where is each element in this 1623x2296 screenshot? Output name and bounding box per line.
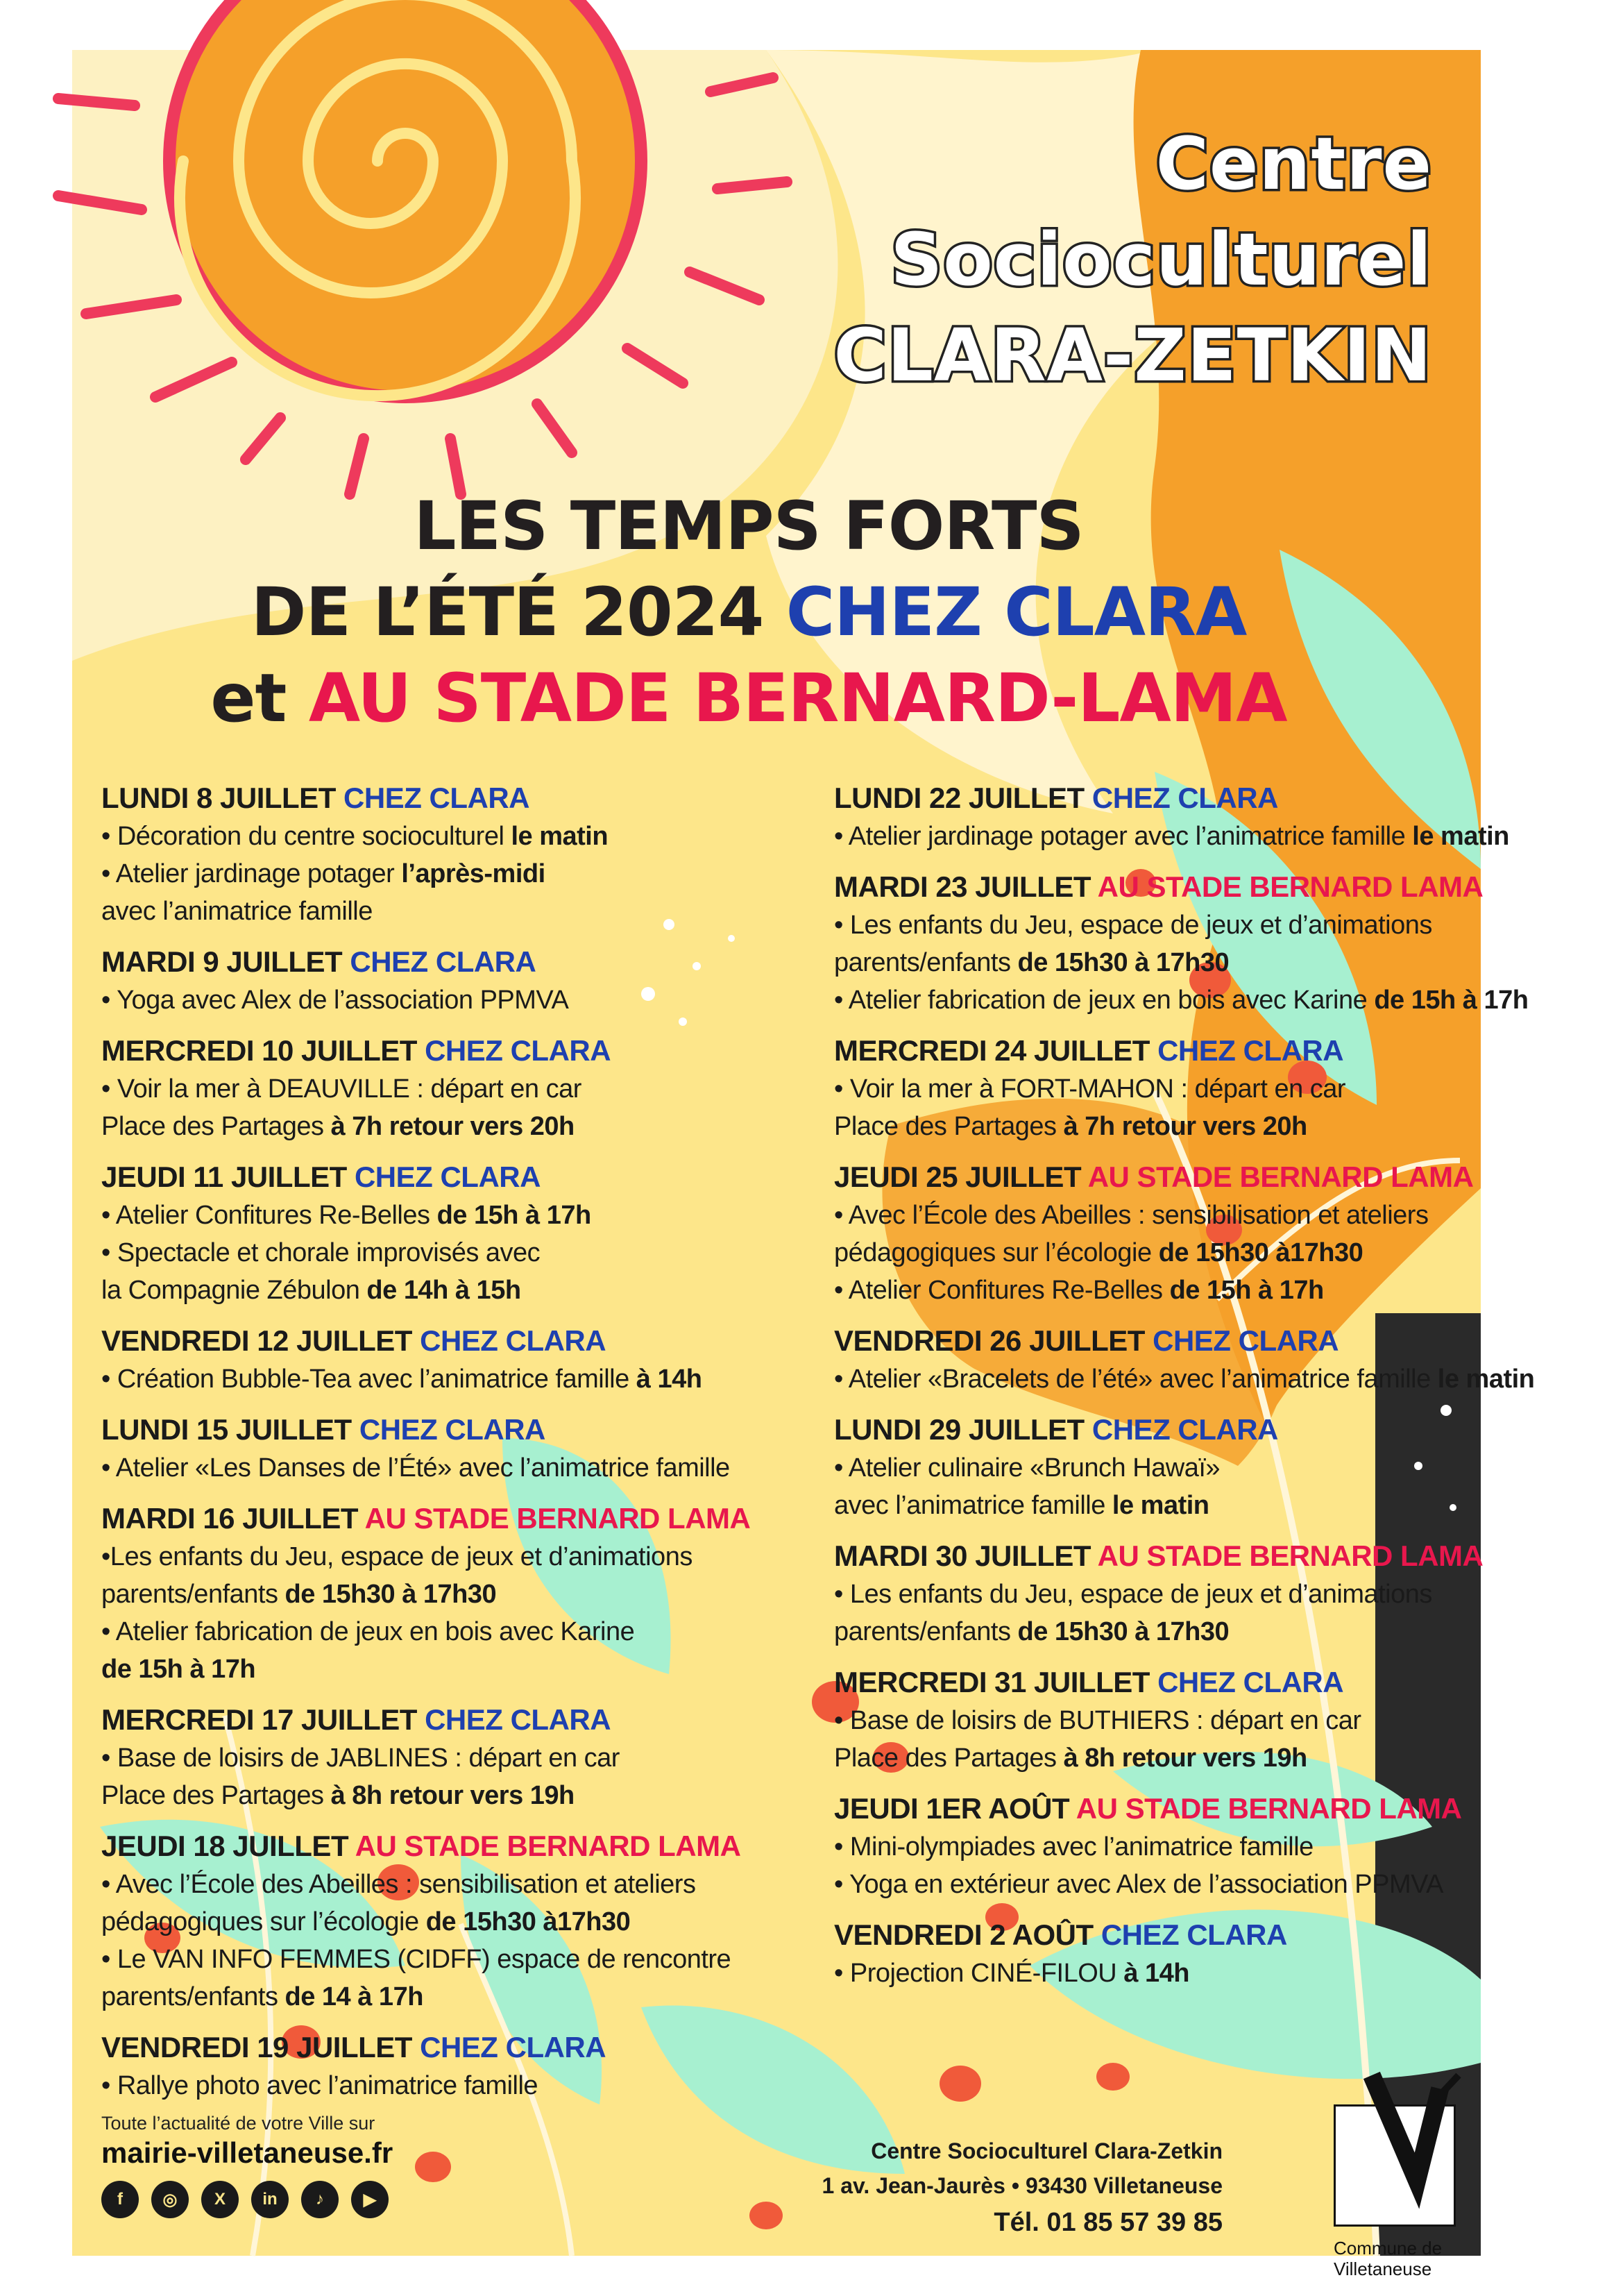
- event-line-bold: de 15h à 17h: [436, 1201, 591, 1230]
- event-line-text: • Avec l’École des Abeilles : sensibilisation et ateliers: [101, 1870, 696, 1899]
- event-line-bold: à 7h retour vers 20h: [330, 1112, 575, 1141]
- event-line-text: • Atelier fabrication de jeux en bois avec Karine: [834, 986, 1375, 1015]
- event-heading: [101, 2028, 802, 2067]
- event-line-bold: de 15h30 à 17h30: [284, 1580, 497, 1609]
- event-line-text: • Création Bubble-Tea avec l’animatrice famille: [101, 1365, 636, 1394]
- event-line-text: parents/enfants: [101, 1580, 285, 1609]
- main-title: [72, 483, 1425, 741]
- event-line: [101, 1613, 802, 1651]
- event-place: CHEZ CLARA: [350, 945, 536, 978]
- event-date: LUNDI 8 JUILLET: [101, 782, 344, 814]
- event-line: [834, 1613, 1535, 1651]
- event-entry: [101, 1158, 802, 1309]
- event-date: JEUDI 1ER AOÛT: [834, 1792, 1076, 1825]
- address-name: Centre Socioculturel Clara-Zetkin: [871, 2138, 1223, 2163]
- event-line-bold: à 14h: [1123, 1959, 1189, 1988]
- event-line: [101, 1903, 802, 1941]
- x-icon[interactable]: X: [201, 2181, 239, 2218]
- event-line-text: • Rallye photo avec l’animatrice famille: [101, 2071, 538, 2100]
- event-entry: [834, 1537, 1535, 1651]
- event-line: [834, 1272, 1535, 1309]
- event-line: [101, 1108, 802, 1145]
- event-date: JEUDI 11 JUILLET: [101, 1160, 355, 1193]
- event-place: CHEZ CLARA: [1091, 1413, 1278, 1446]
- event-line: [101, 1197, 802, 1234]
- event-date: MERCREDI 17 JUILLET: [101, 1703, 425, 1736]
- event-line: [101, 893, 802, 930]
- event-line-text: • Décoration du centre socioculturel: [101, 822, 511, 851]
- footer-web: [101, 2111, 393, 2218]
- event-heading: [101, 1158, 802, 1197]
- event-line-text: • Projection CINÉ-FILOU: [834, 1959, 1124, 1988]
- event-line-bold: de 15h à 17h: [1374, 986, 1529, 1015]
- event-date: LUNDI 29 JUILLET: [834, 1413, 1092, 1446]
- event-entry: [834, 1158, 1535, 1309]
- event-line: [834, 1576, 1535, 1613]
- event-place: CHEZ CLARA: [1153, 1324, 1339, 1357]
- event-line-text: • Les enfants du Jeu, espace de jeux et d’animations: [834, 1580, 1432, 1609]
- event-entry: [834, 1916, 1535, 1992]
- event-heading: [834, 1916, 1535, 1955]
- event-heading: [101, 779, 802, 818]
- event-place: CHEZ CLARA: [420, 2031, 606, 2063]
- event-heading: [834, 779, 1535, 818]
- event-line: [101, 1941, 802, 1978]
- event-line-text: Place des Partages: [834, 1112, 1064, 1141]
- event-date: MARDI 30 JUILLET: [834, 1539, 1098, 1572]
- event-place: CHEZ CLARA: [1157, 1666, 1344, 1698]
- event-line-bold: de 15h30 à17h30: [1158, 1238, 1363, 1267]
- event-line-text: avec l’animatrice famille: [834, 1491, 1112, 1520]
- event-line: [101, 1739, 802, 1777]
- event-line: [834, 1234, 1535, 1272]
- event-line-text: la Compagnie Zébulon: [101, 1276, 367, 1305]
- event-line: [834, 1360, 1535, 1398]
- phone-number: Tél. 01 85 57 39 85: [994, 2208, 1223, 2237]
- event-line-text: • Spectacle et chorale improvisés avec: [101, 1238, 541, 1267]
- event-entry: [101, 1031, 802, 1145]
- event-line-text: • Atelier jardinage potager avec l’animatrice famille: [834, 822, 1413, 851]
- event-entry: [101, 779, 802, 930]
- event-line-bold: l’après-midi: [401, 859, 545, 888]
- event-line-text: •Les enfants du Jeu, espace de jeux et d’animations: [101, 1542, 692, 1571]
- event-line: [834, 981, 1535, 1019]
- event-line-bold: le matin: [1112, 1491, 1209, 1520]
- event-line: [834, 818, 1535, 855]
- event-date: VENDREDI 12 JUILLET: [101, 1324, 420, 1357]
- event-entry: [101, 1827, 802, 2016]
- event-line: [834, 1487, 1535, 1524]
- event-entry: [834, 1789, 1535, 1903]
- event-place: AU STADE BERNARD LAMA: [355, 1830, 741, 1862]
- poster: [72, 50, 1535, 2279]
- title-line-1: LES TEMPS FORTS: [414, 487, 1084, 565]
- event-date: VENDREDI 19 JUILLET: [101, 2031, 420, 2063]
- linkedin-icon[interactable]: in: [251, 2181, 289, 2218]
- event-line: [834, 906, 1535, 944]
- event-line-bold: de 15h30 à17h30: [425, 1907, 631, 1936]
- event-line: [834, 1702, 1535, 1739]
- facebook-icon[interactable]: f: [101, 2181, 139, 2218]
- event-line-text: pédagogiques sur l’écologie: [101, 1907, 426, 1936]
- event-entry: [834, 1410, 1535, 1524]
- event-line: [101, 1866, 802, 1903]
- title-line-3-dark: et: [210, 659, 309, 737]
- event-line: [834, 1108, 1535, 1145]
- event-heading: [834, 1663, 1535, 1702]
- event-line: [101, 818, 802, 855]
- title-line-3: [72, 655, 1425, 741]
- title-line-2: [72, 569, 1425, 655]
- event-line-bold: de 15h30 à 17h30: [1017, 1617, 1230, 1646]
- event-line-text: • Atelier «Les Danses de l’Été» avec l’animatrice famille: [101, 1453, 730, 1483]
- event-place: AU STADE BERNARD LAMA: [1097, 1539, 1484, 1572]
- event-line-text: • Mini-olympiades avec l’animatrice famille: [834, 1832, 1314, 1862]
- title-line-3-pink: AU STADE BERNARD-LAMA: [308, 659, 1287, 737]
- event-heading: [834, 1031, 1535, 1070]
- event-line-bold: à 8h retour vers 19h: [330, 1781, 575, 1810]
- event-line-text: Place des Partages: [101, 1112, 331, 1141]
- event-place: CHEZ CLARA: [1101, 1918, 1287, 1951]
- tiktok-icon[interactable]: ♪: [301, 2181, 339, 2218]
- event-heading: [101, 1031, 802, 1070]
- event-date: MERCREDI 24 JUILLET: [834, 1034, 1158, 1067]
- event-heading: [834, 1322, 1535, 1360]
- event-entry: [834, 1663, 1535, 1777]
- event-entry: [834, 1322, 1535, 1398]
- logo-text: [1334, 2238, 1472, 2279]
- event-line: [834, 1197, 1535, 1234]
- event-line-text: Place des Partages: [834, 1744, 1064, 1773]
- event-place: CHEZ CLARA: [359, 1413, 545, 1446]
- event-line: [834, 1739, 1535, 1777]
- event-line-bold: de 15h30 à 17h30: [1017, 948, 1230, 977]
- event-entry: [834, 1031, 1535, 1145]
- event-entry: [101, 1499, 802, 1688]
- commune-logo: [1334, 2056, 1459, 2279]
- schedule-right-column: [834, 779, 1535, 2004]
- event-line-bold: de 14h à 15h: [366, 1276, 521, 1305]
- centre-title: [833, 116, 1432, 403]
- event-date: MERCREDI 10 JUILLET: [101, 1034, 425, 1067]
- event-date: MARDI 23 JUILLET: [834, 870, 1098, 903]
- event-line-text: • Atelier fabrication de jeux en bois avec Karine: [101, 1617, 635, 1646]
- event-date: JEUDI 18 JUILLET: [101, 1830, 355, 1862]
- event-line-text: • Voir la mer à DEAUVILLE : départ en car: [101, 1074, 581, 1104]
- event-line-text: • Avec l’École des Abeilles : sensibilisation et ateliers: [834, 1201, 1429, 1230]
- event-place: CHEZ CLARA: [425, 1703, 611, 1736]
- event-entry: [101, 1410, 802, 1487]
- address-street: 1 av. Jean-Jaurès • 93430 Villetaneuse: [822, 2173, 1223, 2198]
- event-heading: [101, 1322, 802, 1360]
- event-line-text: • Le VAN INFO FEMMES (CIDFF) espace de rencontre: [101, 1945, 731, 1974]
- event-place: AU STADE BERNARD LAMA: [1087, 1160, 1474, 1193]
- event-line-text: • Yoga en extérieur avec Alex de l’association PPMVA: [834, 1870, 1444, 1899]
- event-line: [101, 1651, 802, 1688]
- event-entry: [101, 943, 802, 1019]
- event-line: [101, 1449, 802, 1487]
- event-line: [834, 1955, 1535, 1992]
- event-heading: [101, 1700, 802, 1739]
- event-line: [101, 1234, 802, 1272]
- event-line: [834, 1866, 1535, 1903]
- event-line-bold: le matin: [1437, 1365, 1535, 1394]
- footer-caption: Toute l’actualité de votre Ville sur: [101, 2113, 375, 2134]
- centre-line-1: Centre: [1155, 121, 1432, 206]
- event-heading: [834, 1537, 1535, 1576]
- event-heading: [101, 1499, 802, 1538]
- event-line-text: • Atelier culinaire «Brunch Hawaï»: [834, 1453, 1221, 1483]
- logo-v-mark-icon: [1334, 2056, 1472, 2236]
- logo-text-line-1: Commune de: [1334, 2238, 1443, 2259]
- event-line: [101, 1576, 802, 1613]
- event-heading: [101, 1410, 802, 1449]
- event-entry: [834, 779, 1535, 855]
- event-line-bold: le matin: [511, 822, 609, 851]
- youtube-icon[interactable]: ▶: [351, 2181, 389, 2218]
- event-date: MARDI 9 JUILLET: [101, 945, 350, 978]
- event-line: [101, 855, 802, 893]
- event-line: [101, 981, 802, 1019]
- title-line-2-blue: CHEZ CLARA: [785, 573, 1247, 651]
- event-heading: [834, 1410, 1535, 1449]
- event-line-text: Place des Partages: [101, 1781, 331, 1810]
- event-line: [101, 1272, 802, 1309]
- event-line-text: • Les enfants du Jeu, espace de jeux et d’animations: [834, 911, 1432, 940]
- event-date: MERCREDI 31 JUILLET: [834, 1666, 1158, 1698]
- event-line-text: • Atelier Confitures Re-Belles: [834, 1276, 1170, 1305]
- event-line-text: pédagogiques sur l’écologie: [834, 1238, 1159, 1267]
- event-entry: [834, 868, 1535, 1019]
- event-line: [101, 1978, 802, 2016]
- instagram-icon[interactable]: ◎: [151, 2181, 189, 2218]
- event-line: [101, 1070, 802, 1108]
- event-line-text: • Atelier «Bracelets de l’été» avec l’animatrice famille: [834, 1365, 1438, 1394]
- event-line-bold: le matin: [1412, 822, 1509, 851]
- event-line-bold: à 8h retour vers 19h: [1063, 1744, 1307, 1773]
- address-block: [822, 2134, 1223, 2242]
- event-place: CHEZ CLARA: [343, 782, 530, 814]
- event-date: VENDREDI 26 JUILLET: [834, 1324, 1153, 1357]
- event-line: [101, 1538, 802, 1576]
- event-line-text: parents/enfants: [834, 948, 1018, 977]
- event-place: CHEZ CLARA: [420, 1324, 606, 1357]
- event-place: CHEZ CLARA: [1157, 1034, 1344, 1067]
- event-line-text: • Voir la mer à FORT-MAHON : départ en car: [834, 1074, 1346, 1104]
- event-heading: [101, 943, 802, 981]
- event-place: CHEZ CLARA: [425, 1034, 611, 1067]
- event-line-text: • Atelier Confitures Re-Belles: [101, 1201, 437, 1230]
- website-link[interactable]: mairie-villetaneuse.fr: [101, 2136, 393, 2169]
- event-line: [834, 944, 1535, 981]
- event-line-bold: de 14 à 17h: [284, 1982, 423, 2011]
- event-line-text: parents/enfants: [834, 1617, 1018, 1646]
- centre-line-3: CLARA-ZETKIN: [833, 313, 1432, 398]
- event-line: [101, 1360, 802, 1398]
- event-line-bold: à 7h retour vers 20h: [1063, 1112, 1307, 1141]
- title-line-2-dark: DE L’ÉTÉ 2024: [250, 573, 786, 651]
- event-line-bold: de 15h à 17h: [101, 1655, 256, 1684]
- centre-line-2: Socioculturel: [890, 217, 1432, 302]
- event-place: AU STADE BERNARD LAMA: [1076, 1792, 1462, 1825]
- logo-text-line-2: Villetaneuse: [1334, 2259, 1432, 2279]
- event-line: [101, 2067, 802, 2104]
- event-line-text: • Base de loisirs de BUTHIERS : départ en car: [834, 1706, 1361, 1735]
- event-date: VENDREDI 2 AOÛT: [834, 1918, 1101, 1951]
- event-line-text: • Atelier jardinage potager: [101, 859, 402, 888]
- event-entry: [101, 1322, 802, 1398]
- event-heading: [834, 1158, 1535, 1197]
- social-icons: [101, 2181, 393, 2218]
- event-date: MARDI 16 JUILLET: [101, 1502, 365, 1535]
- event-line-bold: de 15h à 17h: [1169, 1276, 1324, 1305]
- event-line-text: avec l’animatrice famille: [101, 897, 373, 926]
- event-entry: [101, 2028, 802, 2104]
- event-line: [834, 1449, 1535, 1487]
- event-heading: [834, 868, 1535, 906]
- event-place: CHEZ CLARA: [354, 1160, 541, 1193]
- event-date: JEUDI 25 JUILLET: [834, 1160, 1088, 1193]
- event-entry: [101, 1700, 802, 1814]
- event-line: [834, 1070, 1535, 1108]
- event-line-text: • Yoga avec Alex de l’association PPMVA: [101, 986, 569, 1015]
- event-place: AU STADE BERNARD LAMA: [364, 1502, 751, 1535]
- schedule-left-column: [101, 779, 802, 2117]
- event-line-bold: à 14h: [636, 1365, 702, 1394]
- event-heading: [834, 1789, 1535, 1828]
- event-line-text: parents/enfants: [101, 1982, 285, 2011]
- event-line: [101, 1777, 802, 1814]
- event-place: CHEZ CLARA: [1091, 782, 1278, 814]
- event-line-text: • Base de loisirs de JABLINES : départ en car: [101, 1744, 620, 1773]
- event-date: LUNDI 22 JUILLET: [834, 782, 1092, 814]
- event-date: LUNDI 15 JUILLET: [101, 1413, 359, 1446]
- event-line: [834, 1828, 1535, 1866]
- event-place: AU STADE BERNARD LAMA: [1097, 870, 1484, 903]
- event-heading: [101, 1827, 802, 1866]
